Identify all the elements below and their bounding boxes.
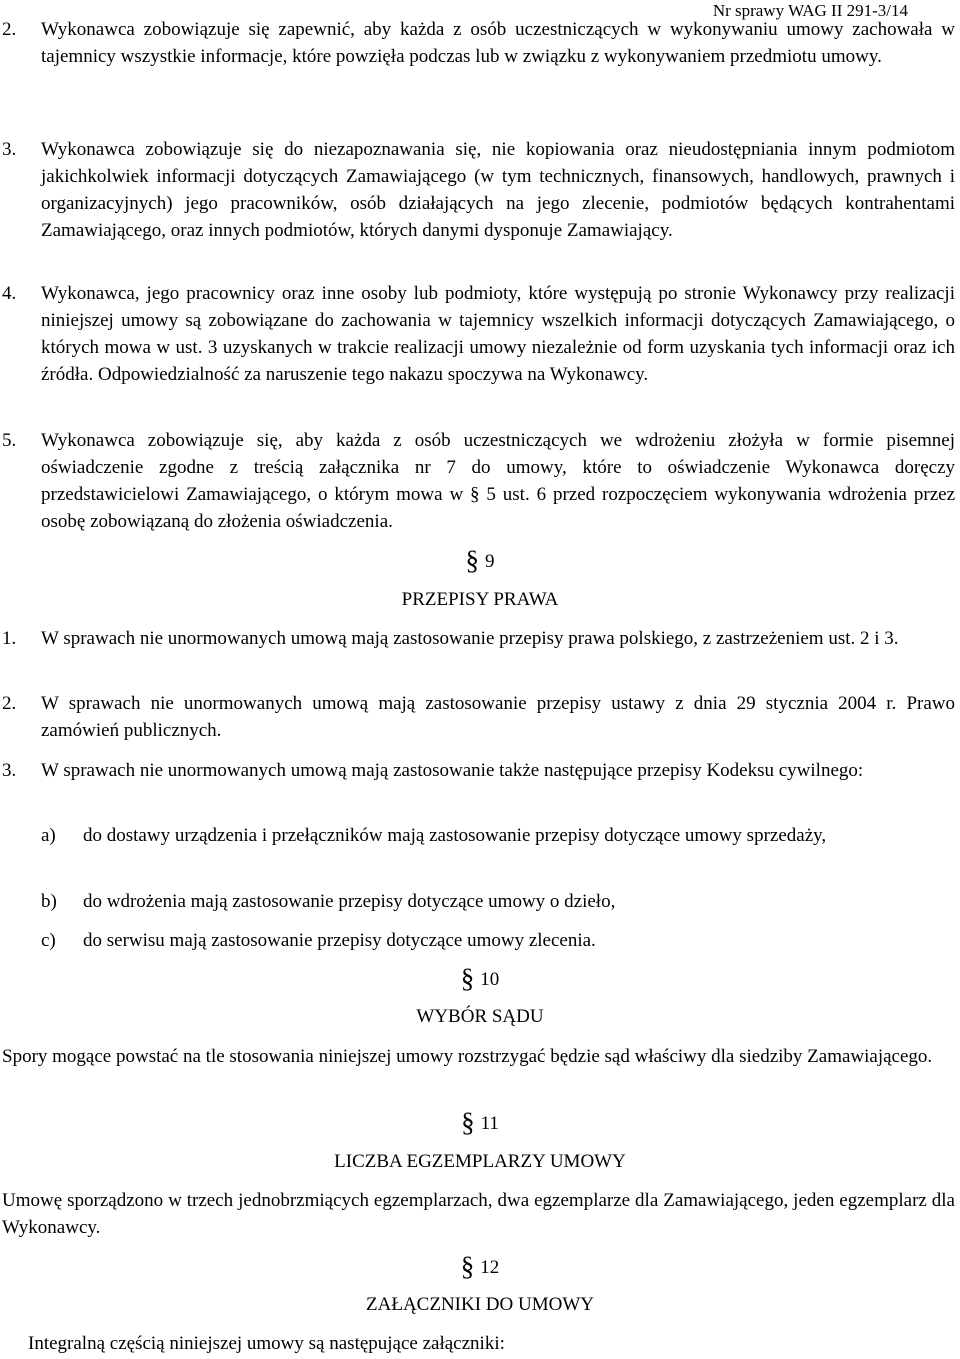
item-text: Wykonawca, jego pracownicy oraz inne osoby lub podmioty, które występują po stronie Wykonawcy przy realizacji niniejszej umowy są zobowiązane do zachowania w tajemnicy wszelkich informacji dotyczących Zamawiającego, o których mowa w ust. 3 uzyskanych w trakcie realizacji umowy niezależnie od form uzyskania tych informacji oraz ich źródła. Odpowiedzialność za naruszenie tego nakazu spoczywa na Wykonawcy. (41, 283, 955, 385)
item-number: 2. (2, 693, 17, 714)
section-number: 12 (480, 1257, 500, 1278)
item-letter: a) (41, 825, 56, 846)
section-title: PRZEPISY PRAWA (401, 589, 559, 610)
section-text: Spory mogące powstać na tle stosowania niniejszej umowy rozstrzygać będzie sąd właściwy dla siedziby Zamawiającego. (2, 1046, 933, 1067)
case-number: Nr sprawy WAG II 291-3/14 (712, 1, 908, 20)
item-text: Wykonawca zobowiązuje się do niezapoznawania się, nie kopiowania oraz nieudostępniania innym podmiotom jakichkolwiek informacji dotyczących Zamawiającego (w tym technicznych, finansowych, handlowych, prawnych i organizacyjnych) jego pracowników, osób działających na jego zlecenie, podmiotów będących kontrahentami Zamawiającego, oraz innych podmiotów, których danymi dysponuje Zamawiający. (41, 139, 955, 241)
section-text: Umowę sporządzono w trzech jednobrzmiących egzemplarzach, dwa egzemplarze dla Zamawiającego, jeden egzemplarz dla Wykonawcy. (2, 1190, 955, 1238)
list-item (0, 822, 955, 849)
section-title: WYBÓR SĄDU (416, 1006, 544, 1027)
paragraph-sign-icon: § (461, 1107, 475, 1137)
item-text: Wykonawca zobowiązuje się, aby każda z osób uczestniczących we wdrożeniu złożyła w formie pisemnej oświadczenie zgodne z treścią załącznika nr 7 do umowy, które to oświadczenie Wykonawca doręczy przedstawicielowi Zamawiającego, o którym mowa w § 5 ust. 6 przed rozpoczęciem wykonywania wdrożenia przez osobę zobowiązaną do złożenia oświadczenia. (41, 430, 955, 532)
list-item (0, 16, 955, 70)
item-number: 3. (2, 760, 17, 781)
section-heading-10 (0, 964, 960, 994)
section-title: ZAŁĄCZNIKI DO UMOWY (366, 1294, 594, 1315)
paragraph-sign-icon: § (460, 963, 475, 993)
list-item (0, 427, 955, 535)
item-text: do serwisu mają zastosowanie przepisy dotyczące umowy zlecenia. (83, 930, 596, 951)
paragraph-sign-icon: § (460, 1251, 475, 1281)
list-item (0, 625, 955, 652)
item-text: Wykonawca zobowiązuje się zapewnić, aby każda z osób uczestniczących w wykonywaniu umowy zachowała w tajemnicy wszystkie informacje, które powzięła podczas lub w związku z wykonywaniem przedmiotu umowy. (41, 19, 955, 67)
section-number: 11 (480, 1113, 499, 1134)
section-number: 10 (480, 969, 500, 990)
list-item (0, 927, 955, 954)
item-text: do dostawy urządzenia i przełączników mają zastosowanie przepisy dotyczące umowy sprzedaży, (83, 825, 827, 846)
section-number: 9 (485, 551, 495, 572)
section-heading-12 (0, 1252, 960, 1282)
item-number: 5. (2, 430, 17, 451)
item-letter: c) (41, 930, 56, 951)
list-item (0, 136, 955, 244)
item-text: W sprawach nie unormowanych umową mają zastosowanie także następujące przepisy Kodeksu cywilnego: (41, 760, 864, 781)
paragraph-sign-icon: § (465, 545, 479, 575)
item-text: W sprawach nie unormowanych umową mają zastosowanie przepisy prawa polskiego, z zastrzeżeniem ust. 2 i 3. (41, 628, 899, 649)
section-heading-9 (0, 546, 960, 576)
item-number: 4. (2, 283, 17, 304)
item-number: 1. (2, 628, 17, 649)
list-item (0, 690, 955, 744)
section-heading-11 (0, 1108, 960, 1138)
section-text: Integralną częścią niniejszej umowy są następujące załączniki: (28, 1333, 505, 1354)
list-item (0, 280, 955, 388)
list-item (0, 757, 955, 784)
item-text: do wdrożenia mają zastosowanie przepisy dotyczące umowy o dzieło, (83, 891, 616, 912)
list-item (0, 888, 955, 915)
item-number: 3. (2, 139, 17, 160)
section-title: LICZBA EGZEMPLARZY UMOWY (334, 1151, 626, 1172)
item-number: 2. (2, 19, 17, 40)
item-text: W sprawach nie unormowanych umową mają zastosowanie przepisy ustawy z dnia 29 stycznia 2004 r. Prawo zamówień publicznych. (41, 693, 955, 741)
item-letter: b) (41, 891, 57, 912)
